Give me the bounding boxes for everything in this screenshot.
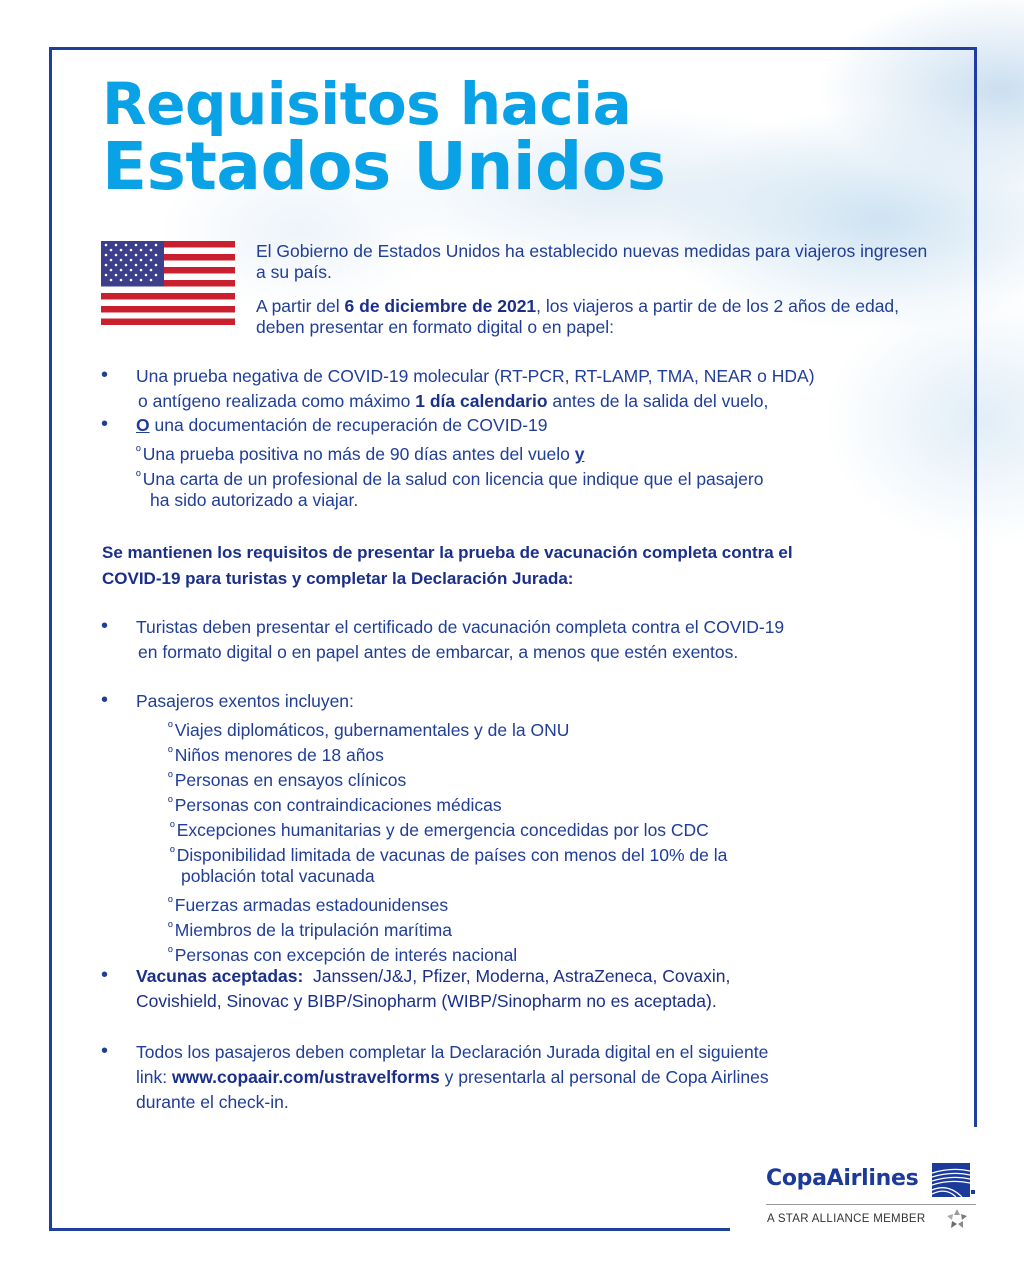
declaration-line2-post: y presentarla al personal de Copa Airlines — [439, 1067, 769, 1087]
and-label: y — [574, 444, 585, 464]
vaccination-heading — [102, 540, 962, 592]
us-flag-icon — [101, 241, 235, 325]
recovery-text: una documentación de recuperación de COVID-19 — [149, 415, 548, 435]
exempt-label: Pasajeros exentos incluyen: — [136, 691, 354, 711]
frame-border-left — [49, 47, 52, 1231]
ustravelforms-link[interactable]: www.copaair.com/ustravelforms — [171, 1067, 440, 1087]
logo-divider — [766, 1204, 976, 1205]
test-line2-pre: o antígeno realizada como máximo — [138, 391, 416, 411]
exempt-item-text: Excepciones humanitarias y de emergencia concedidas por los CDC — [176, 820, 709, 840]
bullet-icon: • — [101, 964, 109, 986]
tourists-line-2: en formato digital o en papel antes de embarcar, a menos que estén exentos. — [138, 642, 739, 662]
test-line2-post: antes de la salida del vuelo, — [547, 391, 769, 411]
bullet-icon: • — [101, 364, 109, 386]
exempt-item-text: Viajes diplomáticos, gubernamentales y de la ONU — [174, 720, 570, 740]
intro-p2-pre: A partir del — [256, 296, 345, 316]
exempt-item-continuation: población total vacunada — [181, 866, 375, 886]
requirement-recovery — [136, 413, 956, 438]
degree-bullet-icon: º — [168, 894, 173, 909]
recovery-sub1-text: Una prueba positiva no más de 90 días antes del vuelo — [142, 444, 575, 464]
degree-bullet-icon: º — [168, 719, 173, 734]
degree-bullet-icon: º — [168, 944, 173, 959]
degree-bullet-icon: º — [168, 769, 173, 784]
degree-bullet-icon: º — [168, 919, 173, 934]
effective-date: 6 de diciembre de 2021 — [344, 296, 537, 316]
copa-airlines-logo — [766, 1160, 978, 1232]
declaration-line-1: Todos los pasajeros deben completar la Declaración Jurada digital en el siguiente — [136, 1042, 769, 1062]
declaration-line-3: durante el check-in. — [136, 1092, 289, 1112]
copa-logo-mark-icon — [932, 1163, 970, 1197]
vaccines-list-1: Janssen/J&J, Pfizer, Moderna, AstraZeneca, Covaxin, — [303, 966, 731, 986]
logo-dot — [971, 1190, 975, 1194]
title-line-2: Estados Unidos — [102, 128, 666, 205]
vaccination-heading-line-2: COVID-19 para turistas y completar la Declaración Jurada: — [102, 569, 574, 588]
bullet-icon: • — [101, 689, 109, 711]
degree-bullet-icon: º — [168, 794, 173, 809]
exempt-item-text: Personas con excepción de interés nacional — [174, 945, 518, 965]
declaration-line-2 — [136, 1065, 956, 1090]
or-label: O — [136, 415, 150, 435]
requirement-test-line-2 — [138, 389, 958, 414]
star-alliance-icon — [946, 1208, 968, 1230]
frame-border-right — [974, 47, 977, 1127]
degree-bullet-icon: º — [168, 744, 173, 759]
bullet-icon: • — [101, 1040, 109, 1062]
vaccines-label: Vacunas aceptadas: — [136, 966, 304, 986]
degree-bullet-icon: º — [170, 844, 175, 859]
requirement-test-line-1: Una prueba negativa de COVID-19 molecular (RT-PCR, RT-LAMP, TMA, NEAR o HDA) — [136, 366, 815, 386]
frame-border-top — [49, 47, 977, 50]
bullet-icon: • — [101, 615, 109, 637]
intro-section — [256, 241, 936, 351]
vaccines-line-1 — [136, 964, 956, 989]
title-line-1: Requisitos hacia — [102, 70, 632, 138]
logo-wordmark: CopaAirlines — [766, 1166, 919, 1191]
intro-paragraph-1: El Gobierno de Estados Unidos ha establecido nuevas medidas para viajeros ingresen a su país. — [256, 241, 928, 282]
exempt-item-text: Disponibilidad limitada de vacunas de países con menos del 10% de la — [176, 845, 728, 865]
page-title — [102, 70, 666, 205]
intro-p2-post: , los viajeros a partir de de los 2 años de edad, deben presentar en formato digital o en papel: — [256, 296, 900, 337]
frame-border-bottom — [49, 1228, 730, 1231]
exempt-item-text: Miembros de la tripulación marítima — [174, 920, 452, 940]
exempt-item-text: Fuerzas armadas estadounidenses — [174, 895, 449, 915]
exempt-item-text: Personas en ensayos clínicos — [174, 770, 407, 790]
recovery-sub2-line1: Una carta de un profesional de la salud con licencia que indique que el pasajero — [142, 469, 764, 489]
intro-paragraph-2 — [256, 296, 936, 338]
vaccines-line-2: Covishield, Sinovac y BIBP/Sinopharm (WIBP/Sinopharm no es aceptada). — [136, 991, 717, 1011]
vaccination-heading-line-1: Se mantienen los requisitos de presentar la prueba de vacunación completa contra el — [102, 543, 793, 562]
test-deadline: 1 día calendario — [415, 391, 548, 411]
recovery-sub-2-line-2: ha sido autorizado a viajar. — [150, 490, 359, 510]
star-alliance-tagline: A STAR ALLIANCE MEMBER — [767, 1213, 926, 1225]
exempt-item-text: Niños menores de 18 años — [174, 745, 384, 765]
declaration-line2-pre: link: — [136, 1067, 172, 1087]
degree-bullet-icon: º — [136, 468, 141, 483]
tourists-line-1: Turistas deben presentar el certificado de vacunación completa contra el COVID-19 — [136, 617, 785, 637]
exempt-item-text: Personas con contraindicaciones médicas — [174, 795, 502, 815]
degree-bullet-icon: º — [170, 819, 175, 834]
degree-bullet-icon: º — [136, 443, 141, 458]
bullet-icon: • — [101, 413, 109, 435]
